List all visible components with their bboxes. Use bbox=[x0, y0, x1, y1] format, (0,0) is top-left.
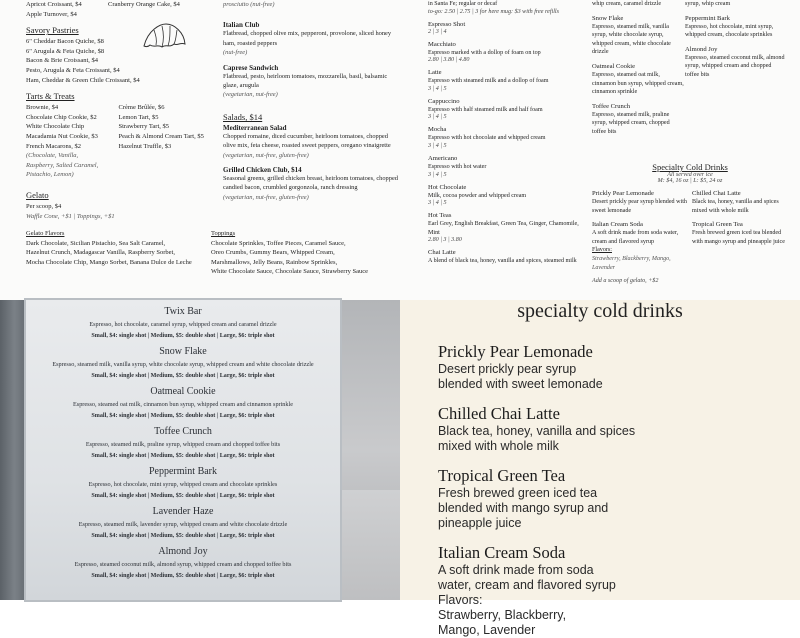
menu-line: Macadamia Nut Cookie, $3 bbox=[26, 132, 98, 140]
flavors-list: Strawberry, Blackberry, Mango, Lavender bbox=[592, 255, 671, 271]
menu-line: Dark Chocolate, Sicilian Pistachio, Sea Salt Caramel, bbox=[26, 239, 166, 247]
board-drink-name: Twix Bar bbox=[164, 306, 202, 317]
item-desc: Seasonal greens, grilled chicken breast, heirloom tomatoes, chopped candied bacon, crumbled gorgonzola, ranch dressing bbox=[223, 175, 398, 192]
section-heading-salads: Salads, $14 bbox=[223, 111, 263, 122]
cold-drink-name: Chilled Chai Latte bbox=[438, 404, 560, 423]
cold-drink-desc: pineapple juice bbox=[438, 516, 522, 530]
drink-desc: Espresso with hot water bbox=[428, 163, 487, 170]
seasonal-column-2 bbox=[685, 0, 785, 80]
board-drink-name: Toffee Crunch bbox=[154, 426, 212, 437]
section-heading-tarts: Tarts & Treats bbox=[26, 91, 75, 102]
menu-card-content bbox=[26, 300, 340, 579]
drink-name: Chilled Chai Latte bbox=[692, 190, 741, 197]
cold-drink-desc: A soft drink made from soda bbox=[438, 563, 594, 577]
drink-desc: Black tea, honey, vanilla and spices mixed with whole milk bbox=[692, 199, 779, 214]
menu-line: Mocha Chocolate Chip, Mango Sorbet, Banana Dulce de Leche bbox=[26, 258, 192, 266]
drink-desc: Earl Grey, English Breakfast, Green Tea, Ginger, Chamomile, Mint bbox=[428, 221, 579, 236]
board-drink-name: Lavender Haze bbox=[152, 506, 214, 517]
drink-price: 3 | 4 | 5 bbox=[428, 85, 447, 92]
cold-drink-desc: Fresh brewed green iced tea bbox=[438, 486, 598, 500]
specialty-cold-section bbox=[592, 162, 788, 284]
cold-drink-name: Prickly Pear Lemonade bbox=[438, 342, 593, 361]
drink-desc: Espresso, steamed milk, vanilla syrup, white chocolate syrup, whipped cream, white chocolate drizzle bbox=[592, 23, 671, 56]
specialty-grid bbox=[592, 184, 788, 284]
menu-line: Waffle Cone, +$1 | Toppings, +$1 bbox=[26, 212, 115, 220]
menu-photo-coffee bbox=[400, 0, 800, 300]
cold-drink-name: Italian Cream Soda bbox=[438, 543, 566, 562]
drink-desc: Espresso, steamed coconut milk, almond syrup, whipped cream and chopped toffee bits bbox=[685, 54, 785, 78]
menu-line: Pesto, Arugula & Feta Croissant, $4 bbox=[26, 66, 120, 74]
menu-line: Per scoop, $4 bbox=[26, 202, 62, 210]
drink-price: 3 | 4 | 5 bbox=[428, 142, 447, 149]
gelato-flavors bbox=[26, 229, 211, 277]
item-note: (nut-free) bbox=[223, 49, 248, 57]
cold-drink-desc: Black tea, honey, vanilla and spices bbox=[438, 424, 636, 438]
board-drink-price: Small, $4: single shot | Medium, $5: double shot | Large, $6: triple shot bbox=[91, 453, 275, 459]
board-drink-price: Small, $4: single shot | Medium, $5: double shot | Large, $6: triple shot bbox=[91, 533, 275, 539]
board-drink-desc: Espresso, steamed milk, vanilla syrup, white chocolate syrup, whipped cream and white chocolate drizzle bbox=[52, 361, 314, 368]
item-note: (vegetarian, nut-free, gluten-free) bbox=[223, 193, 309, 201]
drink-name: Peppermint Bark bbox=[685, 14, 730, 22]
drink-desc: Espresso, steamed oat milk, cinnamon bun syrup, whipped cream, cinnamon sprinkle bbox=[592, 71, 684, 96]
drink-desc: Espresso with half steamed milk and half foam bbox=[428, 106, 543, 113]
specialty-heading: Specialty Cold Drinks bbox=[652, 162, 728, 172]
flavors-label: Flavors: bbox=[592, 247, 612, 254]
drink-name: Hot Chocolate bbox=[428, 183, 467, 191]
drink-name: Toffee Crunch bbox=[592, 102, 631, 110]
drink-name: Cappuccino bbox=[428, 97, 460, 105]
menu-line: 6" Cheddar Bacon Quiche, $8 bbox=[26, 38, 104, 46]
item-desc: Chopped romaine, diced cucumber, heirloom tomatoes, chopped olive mix, feta cheese, roasted sweet peppers, oregano vinaigrette bbox=[223, 132, 391, 150]
item-note: (vegetarian, nut-free) bbox=[223, 91, 278, 99]
item-name: Grilled Chicken Club, $14 bbox=[223, 166, 302, 175]
menu-line: White Chocolate Chip bbox=[26, 123, 85, 131]
drink-desc: A blend of black tea, honey, vanilla and spices, steamed milk bbox=[428, 258, 577, 265]
cold-drink-desc: water, cream and flavored syrup bbox=[438, 578, 616, 592]
background-floor-lower bbox=[340, 490, 400, 600]
toppings-heading: Toppings bbox=[211, 230, 236, 238]
drink-desc: Espresso, steamed milk, praline syrup, whipped cream, chopped toffee bits bbox=[592, 111, 670, 135]
menu-line: Marshmallows, Jelly Beans, Rainbow Sprinkles, bbox=[211, 258, 338, 266]
menu-line: syrup, whip cream bbox=[685, 1, 731, 7]
specialty-sizes: M: $4, 16 oz | L: $5, 24 oz bbox=[657, 178, 723, 184]
item-desc: Flatbread, pesto, heirloom tomatoes, mozzarella, basil, balsamic glaze, arugula bbox=[223, 72, 388, 90]
board-drink-desc: Espresso, steamed oat milk, cinnamon bun syrup, whipped cream and cinnamon sprinkle bbox=[73, 401, 293, 408]
croissant-illustration-icon bbox=[140, 20, 188, 54]
menu-line: prosciutto (nut-free) bbox=[223, 1, 275, 8]
tarts-grid bbox=[26, 103, 211, 180]
flavors-toppings bbox=[26, 229, 396, 277]
drink-price: 2 | 3 | 4 bbox=[428, 28, 447, 35]
tarts-left bbox=[26, 103, 119, 180]
item-desc: Flatbread, chopped olive mix, pepperoni, provolone, sliced honey ham, roasted peppers bbox=[223, 30, 392, 47]
menu-line: Chocolate Sprinkles, Toffee Pieces, Caramel Sauce, bbox=[211, 239, 346, 247]
drink-name: Hot Teas bbox=[428, 212, 452, 220]
cold-drink-desc: blended with mango syrup and bbox=[438, 501, 609, 515]
seasonal-column-1 bbox=[592, 0, 684, 137]
drink-desc: Espresso with hot chocolate and whipped cream bbox=[428, 135, 546, 142]
menu-line: Apricot Croissant, $4 bbox=[26, 1, 82, 8]
drink-name: Americano bbox=[428, 154, 458, 162]
toppings bbox=[211, 229, 396, 277]
drink-desc: Espresso with steamed milk and a dollop of foam bbox=[428, 78, 549, 85]
board-drink-desc: Espresso, steamed milk, lavender syrup, whipped cream and white chocolate drizzle bbox=[78, 521, 288, 528]
macaron-flavors: (Chocolate, Vanilla, Raspberry, Salted Caramel, Pistachio, Lemon) bbox=[26, 152, 99, 179]
board-drink-price: Small, $4: single shot | Medium, $5: double shot | Large, $6: triple shot bbox=[91, 333, 275, 339]
menu-photo-pastries bbox=[0, 0, 400, 300]
specialty-right bbox=[692, 184, 788, 284]
drink-name: Almond Joy bbox=[685, 45, 718, 53]
menu-card bbox=[26, 300, 340, 600]
gelato-flavors-heading: Gelato Flavors bbox=[26, 230, 65, 238]
menu-line: Lemon Tart, $5 bbox=[118, 113, 159, 121]
drink-name: Tropical Green Tea bbox=[692, 221, 743, 229]
menu-line: Oreo Crumbs, Gummy Bears, Whipped Cream, bbox=[211, 249, 335, 257]
drink-name: Macchiato bbox=[428, 40, 456, 48]
section-heading-gelato: Gelato bbox=[26, 189, 49, 200]
menu-line: Strawberry Tart, $5 bbox=[118, 123, 170, 131]
flavors-list: Mango, Lavender bbox=[438, 623, 536, 637]
board-drink-name: Almond Joy bbox=[158, 546, 208, 557]
item-note: (vegetarian, nut-free, gluten-free) bbox=[223, 151, 309, 159]
board-drink-price: Small, $4: single shot | Medium, $5: double shot | Large, $6: triple shot bbox=[91, 573, 275, 579]
flavors-list: Strawberry, Blackberry, bbox=[438, 608, 567, 622]
board-drink-desc: Espresso, steamed milk, praline syrup, whipped cream and chopped toffee bits bbox=[85, 441, 281, 448]
drink-name: Italian Cream Soda bbox=[592, 221, 643, 229]
menu-line: Ham, Cheddar & Green Chile Croissant, $4 bbox=[26, 76, 140, 84]
menu-line: Brownie, $4 bbox=[26, 104, 59, 112]
drink-name: Snow Flake bbox=[592, 14, 624, 22]
board-drink-desc: Espresso, hot chocolate, caramel syrup, whipped cream and caramel drizzle bbox=[89, 321, 277, 328]
menu-line: 6" Arugula & Feta Quiche, $8 bbox=[26, 47, 105, 55]
drink-desc: Milk, cocoa powder and whipped cream bbox=[428, 192, 527, 199]
sandwich-column bbox=[223, 0, 398, 202]
drink-name: Mocha bbox=[428, 126, 447, 134]
menu-line: Crème Brûlée, $6 bbox=[118, 104, 165, 112]
drink-desc: Desert prickly pear syrup blended with sweet lemonade bbox=[592, 199, 687, 214]
board-drink-name: Snow Flake bbox=[159, 346, 207, 357]
cold-drink-desc: mixed with whole milk bbox=[438, 439, 559, 453]
drink-price: 3 | 4 | 5 bbox=[428, 114, 447, 121]
cold-drink-desc: Desert prickly pear syrup bbox=[438, 362, 577, 376]
drink-name: Latte bbox=[428, 69, 442, 77]
board-drink-price: Small, $4: single shot | Medium, $5: double shot | Large, $6: triple shot bbox=[91, 493, 275, 499]
drink-desc: Espresso, hot chocolate, mint syrup, whipped cream, chocolate sprinkles bbox=[685, 23, 774, 39]
menu-line: Cranberry Orange Cake, $4 bbox=[108, 1, 180, 8]
drink-price: 3 | 4 | 5 bbox=[428, 200, 447, 207]
tarts-right bbox=[119, 103, 212, 180]
menu-line: in Santa Fe; regular or decaf bbox=[428, 1, 498, 7]
coffee-column bbox=[428, 0, 588, 266]
cold-drinks-title: specialty cold drinks bbox=[517, 300, 683, 322]
drink-name: Prickly Pear Lemonade bbox=[592, 190, 654, 197]
scoop-addon: Add a scoop of gelato, +$2 bbox=[592, 278, 659, 285]
menu-line: Hazelnut Truffle, $3 bbox=[118, 142, 172, 150]
drink-desc: Fresh brewed green iced tea blended with mango syrup and pineapple juice bbox=[692, 230, 785, 245]
menu-board-photo bbox=[0, 300, 400, 600]
board-drink-name: Oatmeal Cookie bbox=[150, 386, 216, 397]
specialty-served: All served over ice bbox=[667, 172, 713, 178]
menu-line: Hazelnut Crunch, Madagascar Vanilla, Raspberry Sorbet, bbox=[26, 249, 175, 257]
board-drink-desc: Espresso, steamed coconut milk, almond syrup, whipped cream and chopped toffee bits bbox=[74, 561, 292, 568]
drink-price: 2.80 | 3 | 3.80 bbox=[428, 237, 462, 244]
menu-line: Apple Turnover, $4 bbox=[26, 10, 77, 18]
drink-desc: Espresso marked with a dollop of foam on top bbox=[428, 49, 541, 56]
menu-line: whip cream, caramel drizzle bbox=[592, 1, 662, 7]
cold-drink-name: Tropical Green Tea bbox=[438, 466, 566, 485]
drink-price: 2.80 | 3.80 | 4.80 bbox=[428, 57, 470, 64]
drink-name: Espresso Shot bbox=[428, 20, 466, 28]
drink-price: 3 | 4 | 5 bbox=[428, 171, 447, 178]
cold-drinks-closeup bbox=[400, 300, 800, 637]
drink-name: Chai Latte bbox=[428, 249, 456, 257]
cold-drinks-list bbox=[438, 330, 778, 638]
section-heading-savory: Savory Pastries bbox=[26, 25, 79, 36]
board-drink-price: Small, $4: single shot | Medium, $5: double shot | Large, $6: triple shot bbox=[91, 413, 275, 419]
menu-line: to-go: 2.50 | 2.75 | 3 for here mug: $3 with free refills bbox=[428, 8, 559, 15]
menu-line: Chocolate Chip Cookie, $2 bbox=[26, 113, 97, 121]
flavors-label: Flavors: bbox=[438, 593, 483, 607]
item-name: Italian Club bbox=[223, 21, 260, 30]
board-drink-price: Small, $4: single shot | Medium, $5: double shot | Large, $6: triple shot bbox=[91, 373, 275, 379]
item-name: Caprese Sandwich bbox=[223, 63, 279, 72]
board-drink-name: Peppermint Bark bbox=[148, 466, 218, 477]
specialty-left bbox=[592, 184, 692, 284]
drink-name: Oatmeal Cookie bbox=[592, 62, 636, 70]
board-drink-desc: Espresso, hot chocolate, mint syrup, whipped cream and chocolate sprinkles bbox=[88, 481, 278, 488]
menu-line: French Macarons, $2 bbox=[26, 142, 82, 150]
menu-line: Bacon & Brie Croissant, $4 bbox=[26, 57, 99, 65]
menu-line: Peach & Almond Cream Tart, $5 bbox=[118, 132, 204, 140]
board-stand bbox=[0, 300, 24, 600]
cold-drink-desc: blended with sweet lemonade bbox=[438, 377, 603, 391]
menu-line: White Chocolate Sauce, Chocolate Sauce, Strawberry Sauce bbox=[211, 268, 369, 276]
item-name: Mediterranean Salad bbox=[223, 123, 287, 132]
drink-desc: A soft drink made from soda water, cream and flavored syrup bbox=[592, 230, 679, 245]
